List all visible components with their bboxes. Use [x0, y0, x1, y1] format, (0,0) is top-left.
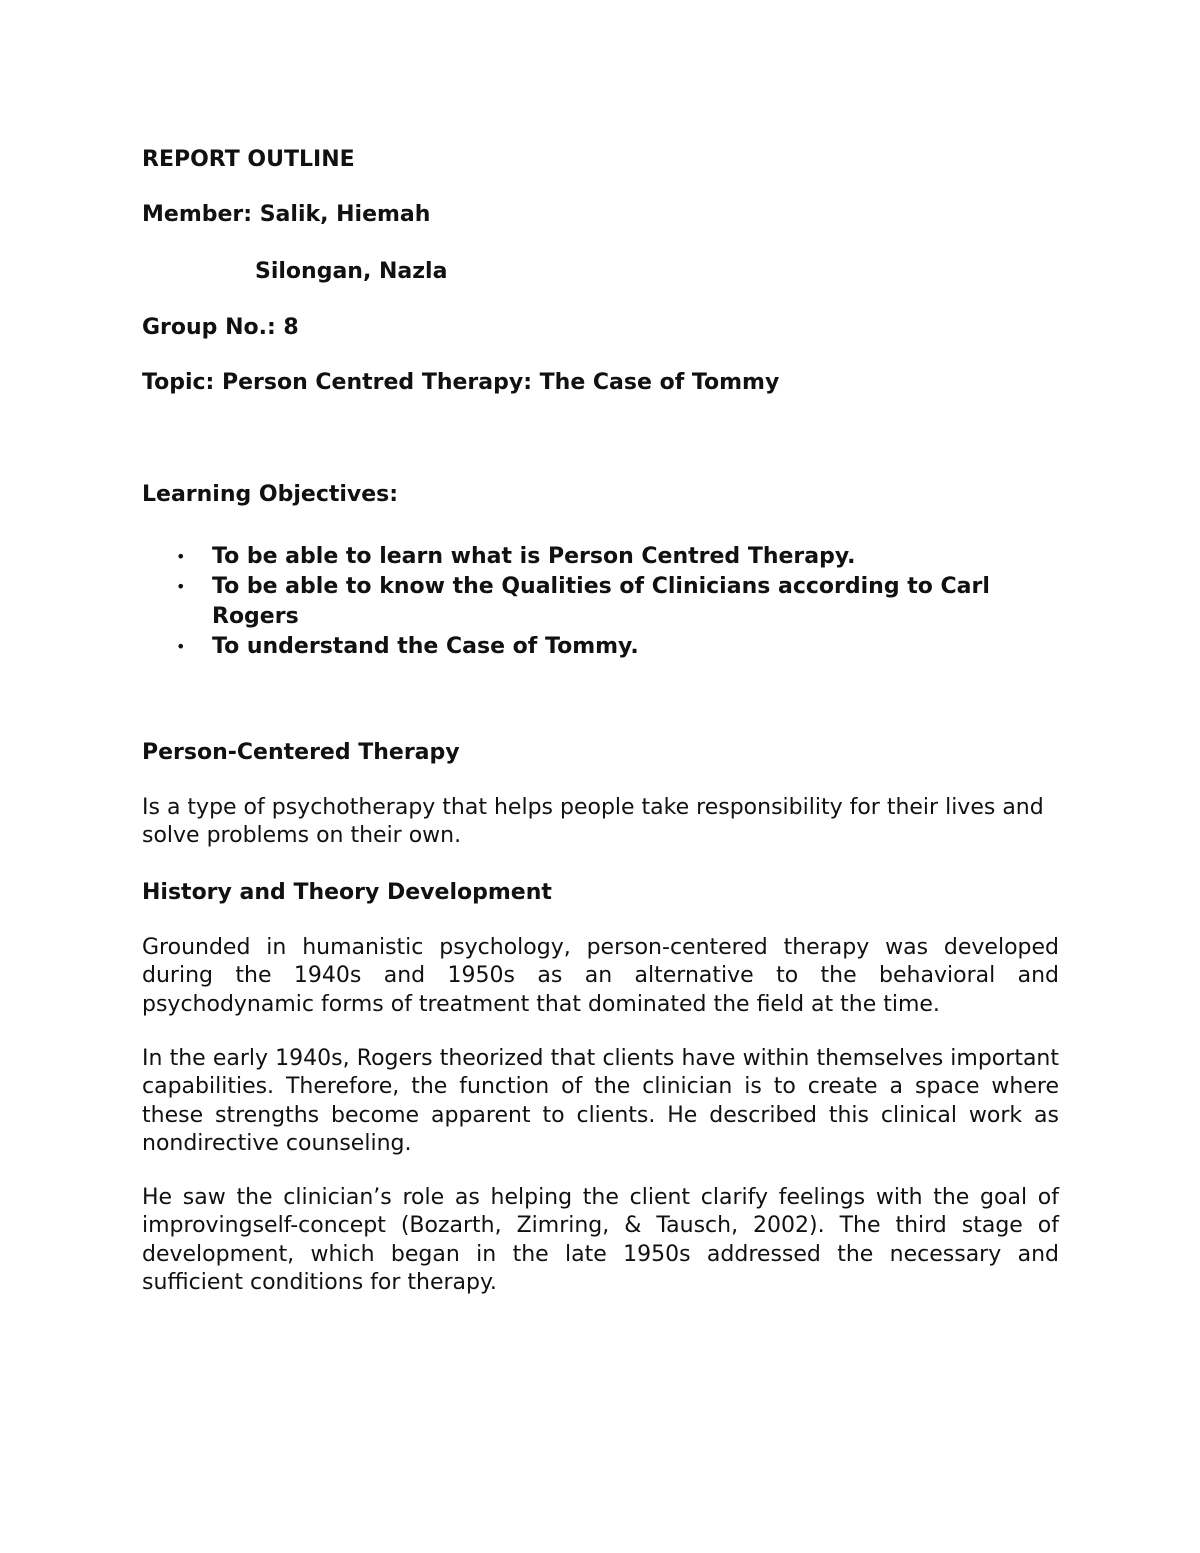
- section-heading: History and Theory Development: [142, 880, 552, 905]
- report-title: REPORT OUTLINE: [142, 147, 355, 172]
- objectives-list: [142, 542, 1062, 662]
- objective-item: [142, 572, 1062, 632]
- bullet-icon: •: [176, 577, 186, 596]
- paragraph: He saw the clinician’s role as helping the client clarify feelings with the goal of improvingself-concept (Bozarth, Zimring, & Tausch, 2002). The third stage of development, which began in the late 1950s addressed the necessary and sufficient conditions for therapy.: [142, 1185, 1059, 1295]
- group-number: Group No.: 8: [142, 315, 299, 340]
- objective-item: [142, 542, 1062, 572]
- paragraph: In the early 1940s, Rogers theorized that clients have within themselves important capabilities. Therefore, the function of the clinician is to create a space where these strengths become apparent to clients. He described this clinical work as nondirective counseling.: [142, 1046, 1059, 1156]
- objective-text: To be able to know the Qualities of Clinicians according to Carl Rogers: [212, 574, 990, 629]
- bullet-icon: •: [176, 547, 186, 566]
- objective-text: To be able to learn what is Person Centred Therapy.: [212, 544, 856, 569]
- member-line: Member: Salik, Hiemah: [142, 202, 431, 227]
- objectives-heading: Learning Objectives:: [142, 482, 399, 507]
- bullet-icon: •: [176, 637, 186, 656]
- topic-line: Topic: Person Centred Therapy: The Case of Tommy: [142, 370, 780, 395]
- section-heading: Person-Centered Therapy: [142, 740, 460, 765]
- paragraph: Is a type of psychotherapy that helps people take responsibility for their lives and solve problems on their own.: [142, 795, 1044, 849]
- member-second: Silongan, Nazla: [255, 259, 448, 284]
- paragraph: Grounded in humanistic psychology, person-centered therapy was developed during the 1940s and 1950s as an alternative to the behavioral and psychodynamic forms of treatment that dominated the field at the time.: [142, 935, 1059, 1017]
- objective-text: To understand the Case of Tommy.: [212, 634, 639, 659]
- objective-item: [142, 632, 1062, 662]
